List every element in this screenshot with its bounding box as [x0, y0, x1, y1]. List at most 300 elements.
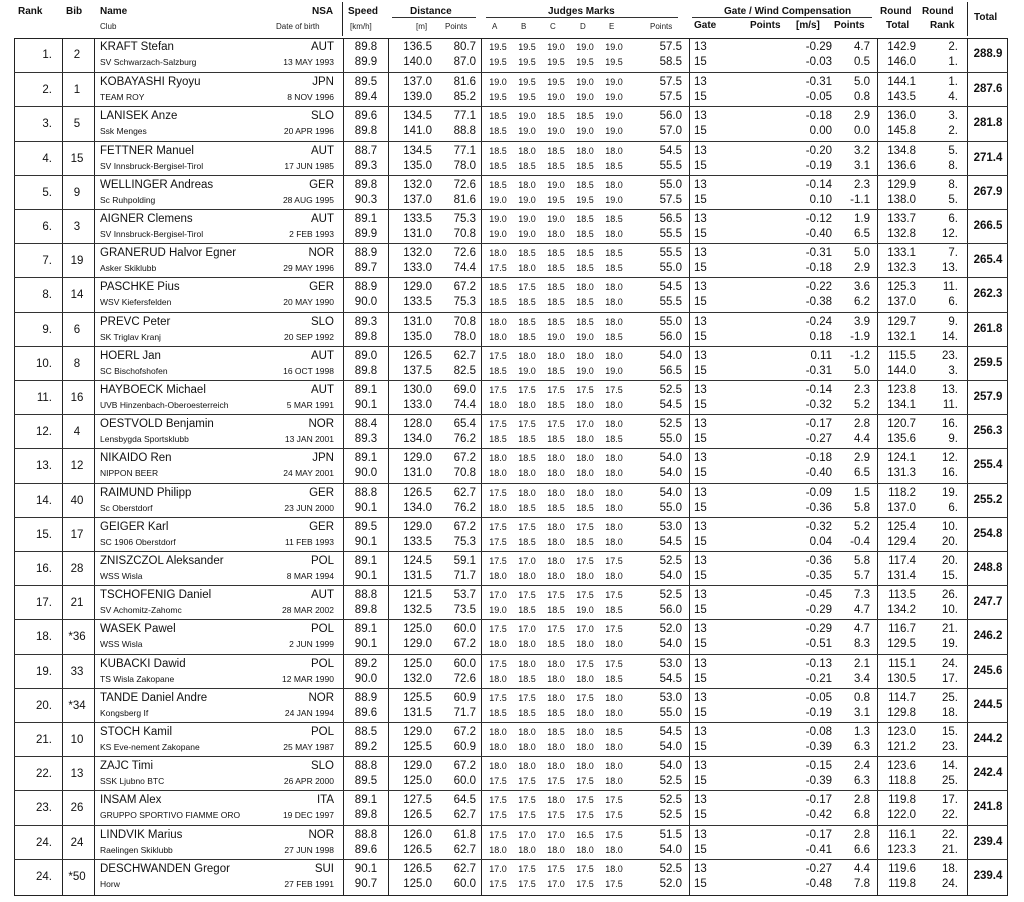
athlete-name: WELLINGER Andreas	[100, 178, 214, 191]
round-total: 132.1	[887, 330, 916, 343]
judge-mark: 18.0	[518, 761, 536, 772]
header-nsa: NSA	[312, 6, 334, 17]
judge-mark: 19.0	[547, 92, 565, 103]
judges-points: 56.0	[659, 110, 682, 123]
speed: 89.1	[354, 452, 378, 465]
round-total: 120.7	[887, 418, 916, 431]
judge-mark: 18.0	[576, 639, 594, 650]
judge-mark: 17.5	[547, 624, 565, 635]
judge-mark: 18.5	[518, 707, 536, 718]
speed: 90.1	[354, 862, 378, 875]
judge-mark: 18.0	[489, 727, 507, 737]
nsa: NOR	[308, 247, 334, 260]
judge-mark: 18.5	[576, 179, 594, 190]
date-of-birth: 25 MAY 1987	[283, 742, 334, 752]
judge-mark: 18.5	[518, 331, 536, 342]
judge-mark: 18.5	[547, 316, 565, 327]
judge-mark: 18.5	[489, 145, 507, 156]
judge-mark: 18.0	[605, 179, 623, 190]
date-of-birth: 8 MAR 1994	[286, 571, 334, 581]
judge-mark: 19.0	[576, 77, 594, 88]
judge-mark: 18.5	[489, 707, 507, 718]
distance-points: 78.0	[453, 159, 476, 172]
judge-mark: 18.0	[518, 487, 536, 498]
judge-mark: 17.5	[489, 419, 507, 430]
gate: 15	[694, 775, 707, 788]
nsa: POL	[310, 726, 334, 738]
gate: 15	[694, 809, 707, 822]
wind: -0.51	[805, 638, 832, 651]
judges-points: 54.5	[659, 144, 682, 157]
distance: 125.0	[403, 877, 432, 890]
wind-points: 8.3	[854, 638, 870, 651]
wind: -0.29	[805, 623, 832, 636]
judge-mark: 19.5	[518, 57, 536, 67]
judge-mark: 17.5	[489, 829, 507, 840]
judge-mark: 17.5	[605, 556, 623, 566]
date-of-birth: 27 FEB 1991	[284, 878, 334, 889]
wind-points: 5.2	[854, 520, 870, 533]
header-judges-points: Points	[650, 22, 673, 31]
total-score: 246.2	[973, 630, 1003, 643]
judge-mark: 17.5	[605, 590, 623, 601]
gate-wind-underline	[692, 17, 872, 18]
judge-mark: 18.0	[547, 229, 565, 239]
gate: 13	[694, 657, 707, 670]
speed: 89.9	[354, 228, 378, 240]
total-score: 247.7	[973, 596, 1003, 609]
gate: 13	[694, 726, 707, 738]
rank: 7.	[42, 255, 52, 268]
judge-mark: 18.0	[576, 282, 594, 293]
speed: 88.9	[354, 281, 378, 294]
judge-mark: 19.5	[605, 57, 623, 67]
athlete-name: KRAFT Stefan	[100, 41, 174, 53]
judge-mark: 17.5	[518, 590, 536, 601]
table-row	[14, 585, 1008, 619]
judges-points: 54.0	[659, 760, 682, 773]
athlete-name: KUBACKI Dawid	[100, 657, 186, 670]
nsa: SLO	[310, 315, 334, 328]
athlete-name: HOERL Jan	[100, 349, 161, 362]
distance: 133.5	[403, 535, 432, 548]
judge-mark: 18.0	[605, 521, 623, 532]
distance: 132.0	[403, 247, 432, 260]
wind-points: 2.8	[854, 418, 870, 431]
judge-mark: 17.5	[489, 536, 507, 547]
total-score: 256.3	[973, 425, 1003, 438]
wind: -0.29	[805, 41, 832, 53]
date-of-birth: 28 MAR 2002	[282, 605, 334, 616]
round-rank: 12.	[942, 452, 958, 465]
header-wind-points: Points	[834, 20, 865, 31]
judge-mark: 17.5	[576, 556, 594, 566]
round-total: 119.8	[888, 877, 916, 890]
speed: 89.3	[354, 159, 378, 172]
judge-mark: 17.5	[547, 863, 565, 874]
judges-points: 52.5	[659, 775, 682, 788]
judge-mark: 17.5	[489, 521, 507, 532]
wind-points: 2.9	[854, 262, 870, 275]
judges-points: 57.5	[659, 193, 682, 206]
judge-mark: 17.5	[547, 419, 565, 430]
distance-points: 77.1	[453, 144, 476, 157]
judges-points: 55.0	[659, 433, 682, 446]
wind: -0.45	[805, 589, 832, 602]
judges-points: 57.5	[659, 91, 682, 104]
table-row	[14, 72, 1008, 106]
judge-mark: 19.0	[605, 365, 623, 376]
judges-points: 54.0	[659, 486, 682, 499]
header-gate-points: Points	[750, 20, 781, 31]
judges-points: 55.0	[659, 178, 682, 191]
rank: 3.	[42, 118, 52, 131]
speed: 88.9	[354, 691, 378, 704]
wind: -0.20	[805, 144, 832, 157]
table-row	[14, 790, 1008, 824]
judges-points: 53.0	[659, 657, 682, 670]
judge-mark: 18.5	[576, 263, 594, 274]
judges-underline	[486, 17, 678, 18]
wind: -0.27	[805, 862, 832, 875]
judges-points: 54.0	[659, 570, 682, 582]
judge-mark: 18.0	[605, 453, 623, 464]
distance: 136.5	[403, 41, 432, 53]
judge-mark: 19.0	[518, 126, 536, 137]
distance: 126.5	[403, 843, 432, 856]
judge-mark: 18.0	[605, 468, 623, 479]
judge-mark: 18.5	[547, 707, 565, 718]
wind: -0.19	[805, 159, 832, 172]
table-row	[14, 654, 1008, 688]
gate: 15	[694, 843, 707, 856]
wind-points: 5.2	[854, 399, 870, 411]
judge-mark: 17.5	[489, 810, 507, 821]
distance-underline	[392, 17, 476, 18]
header-distance-points: Points	[445, 22, 468, 31]
speed: 89.8	[354, 604, 378, 617]
gate: 13	[694, 349, 707, 362]
gate: 15	[694, 741, 707, 753]
distance: 133.5	[403, 296, 432, 309]
rank: 4.	[42, 152, 52, 165]
club: SV Innsbruck-Bergisel-Tirol	[100, 160, 204, 171]
athlete-name: PREVC Peter	[100, 315, 171, 328]
judge-mark: 17.5	[518, 863, 536, 874]
distance-points: 77.1	[453, 110, 476, 123]
distance: 129.0	[403, 281, 432, 294]
wind-points: 3.9	[854, 315, 870, 328]
round-rank: 14.	[942, 760, 958, 773]
wind: -0.29	[805, 604, 832, 617]
table-row	[14, 448, 1008, 482]
judge-mark: 18.5	[576, 248, 594, 259]
judge-mark: 18.0	[489, 844, 507, 855]
date-of-birth: 8 NOV 1996	[287, 92, 334, 103]
rank: 2.	[42, 84, 52, 97]
gate: 13	[694, 418, 707, 431]
round-rank: 15.	[942, 570, 958, 582]
judge-mark: 17.5	[576, 863, 594, 874]
rank: 22.	[36, 768, 52, 781]
round-total: 123.6	[887, 760, 916, 773]
table-row	[14, 106, 1008, 140]
judge-mark: 18.0	[576, 453, 594, 464]
judge-mark: 18.0	[547, 658, 565, 669]
wind: -0.12	[805, 213, 832, 225]
judge-mark: 18.0	[547, 536, 565, 547]
round-rank: 5.	[948, 144, 958, 157]
wind: 0.04	[809, 535, 832, 548]
wind-points: 4.4	[854, 433, 870, 446]
speed: 88.7	[354, 144, 378, 157]
gate: 15	[694, 399, 707, 411]
round-rank: 3.	[948, 364, 958, 377]
judge-mark: 17.5	[576, 810, 594, 821]
header-rank: Rank	[18, 6, 43, 17]
total-score: 255.2	[973, 493, 1003, 506]
table-row	[14, 619, 1008, 653]
speed: 89.9	[354, 56, 378, 68]
judges-points: 55.5	[659, 159, 682, 172]
round-rank: 17.	[942, 794, 958, 807]
judges-points: 54.0	[659, 843, 682, 856]
wind: -0.13	[805, 657, 832, 670]
judge-mark: 17.5	[576, 521, 594, 532]
date-of-birth: 27 JUN 1998	[284, 844, 334, 855]
distance-points: 60.9	[453, 741, 476, 753]
judge-mark: 19.0	[576, 92, 594, 103]
distance: 125.5	[403, 741, 432, 753]
gate: 15	[694, 467, 707, 480]
rank: 11.	[36, 392, 52, 404]
judge-mark: 18.5	[547, 145, 565, 156]
wind-points: 0.8	[854, 91, 870, 104]
distance-points: 85.2	[453, 91, 476, 104]
wind-points: 6.8	[854, 809, 870, 822]
date-of-birth: 11 FEB 1993	[285, 536, 334, 547]
round-rank: 8.	[948, 159, 958, 172]
rank: 10.	[36, 357, 52, 370]
rank: 16.	[36, 563, 52, 575]
judge-mark: 17.5	[605, 624, 623, 635]
judge-mark: 18.0	[489, 453, 507, 464]
judge-mark: 17.5	[605, 658, 623, 669]
round-rank: 22.	[942, 809, 958, 822]
wind-points: 7.8	[854, 877, 870, 890]
judge-mark: 18.0	[576, 727, 594, 737]
athlete-name: ZNISZCZOL Aleksander	[100, 555, 224, 567]
round-rank: 19.	[942, 638, 958, 651]
nsa: AUT	[311, 144, 334, 157]
judge-mark: 18.5	[489, 179, 507, 190]
bib: 2	[73, 49, 81, 61]
distance-points: 62.7	[453, 809, 476, 822]
header-speed-unit: [km/h]	[350, 22, 372, 31]
judge-mark: 19.0	[576, 605, 594, 616]
distance: 126.5	[403, 862, 432, 875]
nsa: AUT	[311, 41, 334, 53]
distance-points: 67.2	[453, 281, 476, 294]
round-rank: 20.	[942, 555, 958, 567]
distance: 137.0	[403, 193, 432, 206]
club: Lensbygda Sportsklubb	[100, 434, 189, 445]
club: SC 1906 Oberstdorf	[100, 536, 176, 547]
judge-mark: 18.0	[576, 145, 594, 156]
distance-points: 61.8	[453, 828, 476, 841]
date-of-birth: 26 APR 2000	[283, 776, 334, 787]
date-of-birth: 16 OCT 1998	[283, 365, 334, 376]
wind-points: 5.8	[854, 501, 870, 514]
nsa: SUI	[314, 862, 334, 875]
distance-points: 60.0	[453, 657, 476, 670]
wind: -0.18	[805, 110, 832, 123]
judge-mark: 19.0	[547, 214, 565, 224]
distance-points: 88.8	[453, 125, 476, 138]
speed: 90.1	[354, 570, 378, 582]
speed: 89.5	[354, 76, 378, 89]
athlete-name: DESCHWANDEN Gregor	[100, 862, 230, 875]
round-total: 123.0	[887, 726, 916, 738]
judge-mark: 18.0	[576, 707, 594, 718]
gate: 15	[694, 228, 707, 240]
bib: 33	[70, 665, 84, 678]
total-score: 257.9	[973, 391, 1003, 403]
date-of-birth: 23 JUN 2000	[284, 502, 334, 513]
round-rank: 6.	[948, 501, 958, 514]
judge-mark: 19.5	[547, 57, 565, 67]
judge-mark: 18.5	[489, 126, 507, 137]
round-rank: 17.	[942, 672, 958, 685]
round-rank: 1.	[948, 76, 958, 89]
gate: 13	[694, 794, 707, 807]
round-total: 130.5	[887, 672, 916, 685]
judge-mark: 19.0	[518, 365, 536, 376]
distance-points: 64.5	[453, 794, 476, 807]
judge-mark: 18.0	[547, 761, 565, 772]
round-total: 116.7	[888, 623, 916, 636]
judge-mark: 18.5	[547, 502, 565, 513]
speed: 90.0	[354, 296, 378, 309]
rank: 23.	[36, 802, 52, 815]
round-total: 133.1	[887, 247, 916, 260]
date-of-birth: 13 JAN 2001	[284, 434, 334, 445]
gate: 13	[694, 520, 707, 533]
distance-points: 72.6	[453, 178, 476, 191]
table-row	[14, 825, 1008, 859]
distance-points: 60.9	[453, 691, 476, 704]
judge-mark: 17.5	[518, 419, 536, 430]
round-rank: 9.	[948, 315, 958, 328]
distance: 133.5	[403, 213, 432, 225]
rank: 15.	[36, 528, 52, 541]
distance: 132.0	[403, 672, 432, 685]
speed: 90.1	[354, 638, 378, 651]
wind-points: 2.9	[854, 452, 870, 465]
judges-points: 56.5	[659, 364, 682, 377]
total-score: 262.3	[973, 288, 1003, 301]
judge-mark: 18.0	[605, 863, 623, 874]
nsa: AUT	[311, 589, 334, 602]
judge-mark: 17.5	[489, 658, 507, 669]
club: WSS Wisla	[100, 571, 143, 581]
header-bib: Bib	[66, 6, 83, 17]
judge-mark: 18.0	[489, 248, 507, 259]
round-rank: 8.	[948, 178, 958, 191]
judge-mark: 18.0	[518, 145, 536, 156]
judge-mark: 18.5	[489, 365, 507, 376]
judge-mark: 17.5	[605, 829, 623, 840]
distance: 131.0	[403, 467, 432, 480]
distance: 137.0	[403, 76, 432, 89]
distance: 131.0	[403, 228, 432, 240]
distance-points: 75.3	[453, 296, 476, 309]
wind: -0.32	[805, 520, 832, 533]
gate: 13	[694, 862, 707, 875]
judge-mark: 18.0	[489, 742, 507, 752]
distance-points: 87.0	[453, 56, 476, 68]
speed: 89.3	[354, 315, 378, 328]
nsa: POL	[310, 623, 334, 636]
judge-mark: 18.5	[547, 365, 565, 376]
round-total: 129.5	[887, 638, 916, 651]
round-rank: 11.	[942, 281, 958, 294]
judges-points: 54.0	[659, 741, 682, 753]
distance-points: 60.0	[453, 775, 476, 788]
club: SV Innsbruck-Bergisel-Tirol	[100, 229, 204, 239]
total-score: 242.4	[973, 767, 1003, 780]
club: SC Bischofshofen	[100, 365, 168, 376]
judge-mark: 17.0	[518, 829, 536, 840]
rank: 24.	[36, 870, 52, 883]
table-row	[14, 175, 1008, 209]
table-row	[14, 277, 1008, 311]
athlete-name: OESTVOLD Benjamin	[100, 418, 214, 431]
judge-mark: 19.0	[518, 229, 536, 239]
distance: 134.0	[403, 501, 432, 514]
judges-points: 57.0	[659, 125, 682, 138]
distance: 139.0	[403, 91, 432, 104]
speed: 89.0	[354, 349, 378, 362]
gate: 13	[694, 247, 707, 260]
judge-mark: 17.5	[547, 810, 565, 821]
wind-points: 3.4	[854, 672, 870, 685]
judge-mark: 19.5	[489, 57, 507, 67]
athlete-name: GEIGER Karl	[100, 520, 169, 533]
round-total: 116.1	[888, 828, 916, 841]
judges-points: 57.5	[659, 41, 682, 53]
gate: 15	[694, 501, 707, 514]
rank: 20.	[36, 699, 52, 712]
wind-points: 3.1	[854, 159, 870, 172]
round-rank: 21.	[942, 623, 958, 636]
distance-points: 65.4	[453, 418, 476, 431]
gate: 13	[694, 623, 707, 636]
distance-points: 72.6	[453, 672, 476, 685]
gate: 13	[694, 76, 707, 89]
judge-mark: 19.0	[605, 77, 623, 88]
header-speed: Speed	[348, 6, 379, 17]
wind-points: 2.9	[854, 110, 870, 123]
wind-points: 0.0	[854, 125, 870, 138]
nsa: GER	[309, 178, 334, 191]
wind-points: 5.8	[854, 555, 870, 567]
total-score: 267.9	[973, 185, 1003, 198]
round-total: 123.3	[887, 843, 916, 856]
header-gate-wind: Gate / Wind Compensation	[724, 6, 852, 17]
distance-points: 62.7	[453, 862, 476, 875]
table-row	[14, 243, 1008, 277]
